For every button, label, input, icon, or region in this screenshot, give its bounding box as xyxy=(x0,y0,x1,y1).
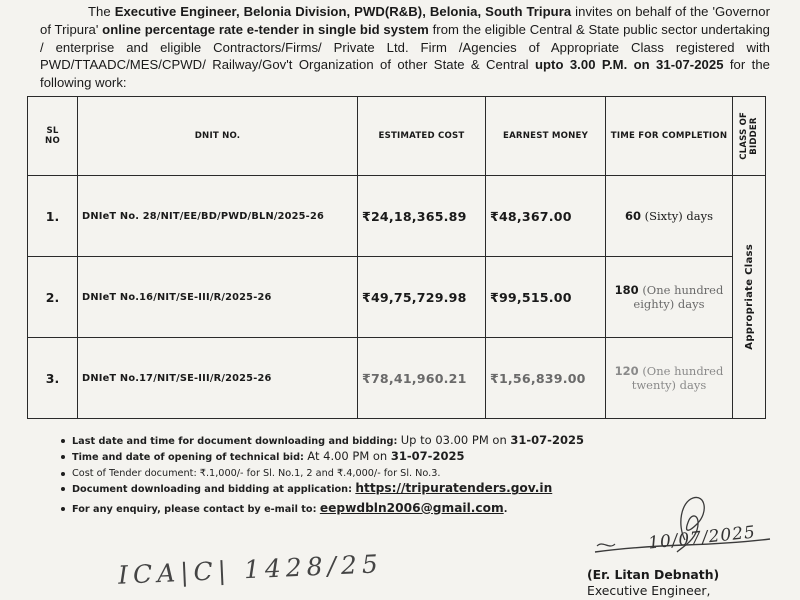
enquiry-email[interactable]: eepwdbln2006@gmail.com xyxy=(319,500,504,515)
cost-cell: ₹49,75,729.98 xyxy=(358,257,486,338)
note-tender-cost: Cost of Tender document: ₹.1,000/- for Sl. No.1, 2 and ₹.4,000/- for Sl. No.3. xyxy=(60,466,584,481)
notes-list xyxy=(60,433,584,517)
issuer-name: Executive Engineer, Belonia Division, PWD(R&B), Belonia, South Tripura xyxy=(114,4,572,19)
header-dnit: DNIT NO. xyxy=(78,97,358,176)
earnest-cell: ₹48,367.00 xyxy=(486,176,606,257)
dnit-cell: DNIeT No.16/NIT/SE-III/R/2025-26 xyxy=(78,257,358,338)
signature-date: 10/07/2025 xyxy=(647,522,757,554)
sl-cell: 2. xyxy=(28,257,78,338)
tender-table xyxy=(27,96,766,419)
earnest-cell: ₹1,56,839.00 xyxy=(486,338,606,419)
dnit-cell: DNIeT No. 28/NIT/EE/BD/PWD/BLN/2025-26 xyxy=(78,176,358,257)
cost-cell: ₹24,18,365.89 xyxy=(358,176,486,257)
tender-system: online percentage rate e-tender in single bid system xyxy=(102,21,429,37)
note-enquiry: For any enquiry, please contact by e-mail to: eepwdbln2006@gmail.com. xyxy=(60,501,584,517)
earnest-cell: ₹99,515.00 xyxy=(486,257,606,338)
class-value: Appropriate Class xyxy=(743,244,755,350)
deadline: upto 3.00 P.M. on 31-07-2025 xyxy=(534,57,724,73)
tender-link[interactable]: https://tripuratenders.gov.in xyxy=(355,481,553,496)
dnit-cell: DNIeT No.17/NIT/SE-III/R/2025-26 xyxy=(78,338,358,419)
table-row xyxy=(28,338,766,419)
time-cell: 180 (One hundred eighty) days xyxy=(606,257,733,338)
note-bid-opening: Time and date of opening of technical bid: At 4.00 PM on 31-07-2025 xyxy=(60,449,584,465)
note-download: Document downloading and bidding at application: https://tripuratenders.gov.in xyxy=(60,481,584,497)
intro-text: The xyxy=(88,4,115,19)
header-time: TIME FOR COMPLETION xyxy=(606,97,733,176)
time-cell: 60 (Sixty) days xyxy=(606,176,733,257)
table-row xyxy=(28,257,766,338)
sl-cell: 1. xyxy=(28,176,78,257)
header-sl: SL NO xyxy=(28,97,78,176)
header-estimated-cost: ESTIMATED COST xyxy=(358,97,486,176)
intro-text: from the eligible Central & State public sector undertaking / enterprise and eligible Contractors/Firms/ Private Ltd. Firm /Agencies of Appropriate Class registered with PWD/TTAADC/MES/CPWD/ Railway/Gov't Organization of other State & Central xyxy=(40,21,770,73)
handwritten-reference: ICA|C| 1428/25 xyxy=(117,549,384,590)
intro-text: for the following work: xyxy=(40,57,770,91)
cost-cell: ₹78,41,960.21 xyxy=(358,338,486,419)
table-header-row xyxy=(28,97,766,176)
table-row xyxy=(28,176,766,257)
signer-designation: Executive Engineer, xyxy=(587,583,711,598)
signer-name: (Er. Litan Debnath) xyxy=(587,567,720,582)
time-cell: 120 (One hundred twenty) days xyxy=(606,338,733,419)
sl-cell: 3. xyxy=(28,338,78,419)
header-class-of-bidder: CLASS OF BIDDER xyxy=(733,97,766,176)
intro-text: invites on behalf of the 'Governor of Tripura' xyxy=(40,4,770,37)
note-last-date: Last date and time for document downloading and bidding: Up to 03.00 PM on 31-07-2025 xyxy=(60,433,584,449)
class-cell xyxy=(733,176,766,419)
header-earnest-money: EARNEST MONEY xyxy=(486,97,606,176)
signer-block xyxy=(587,567,719,599)
notice-intro xyxy=(40,3,770,92)
